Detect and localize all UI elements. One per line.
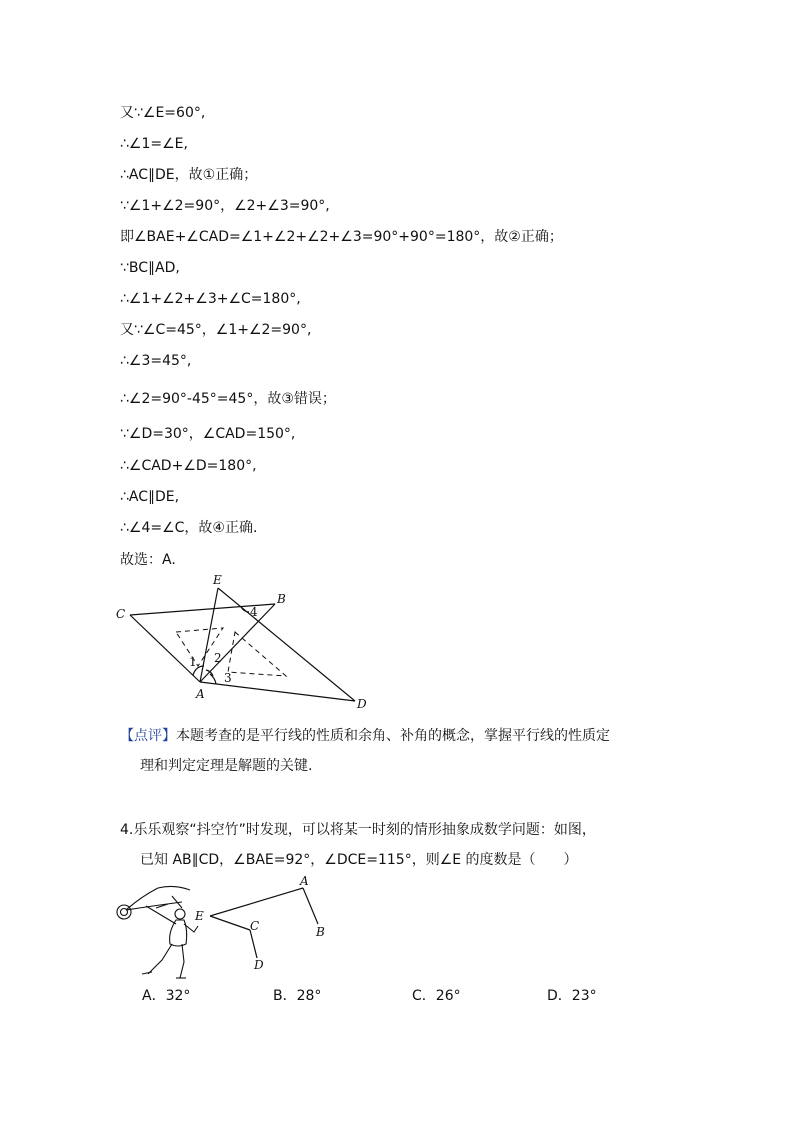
- solution-line-1: 又∵∠E=60°,: [120, 105, 206, 121]
- segment-EC: [210, 916, 250, 930]
- segment-ED: [218, 588, 355, 701]
- label-B: B: [316, 925, 325, 939]
- solution-line-2: ∴∠1=∠E,: [120, 136, 188, 152]
- choice-a-label: A．: [142, 988, 166, 1004]
- segment-EA: [210, 888, 303, 916]
- label-C: C: [250, 919, 260, 933]
- choice-d-value: 23°: [571, 988, 597, 1004]
- solution-line-11: ∵∠D=30°，∠CAD=150°,: [120, 426, 296, 442]
- choice-d-label: D．: [547, 988, 572, 1004]
- label-E: E: [213, 573, 222, 587]
- geometry-figure-2: [190, 872, 340, 974]
- choice-b-value: 28°: [296, 988, 322, 1004]
- choice-c: [412, 986, 461, 1006]
- comment-block: [120, 721, 680, 781]
- segment-AB: [200, 604, 275, 682]
- label-A: A: [196, 687, 205, 701]
- label-D: D: [254, 958, 264, 972]
- geometry-figure-1: [110, 570, 370, 710]
- question-continuation: 已知 AB∥CD，∠BAE=92°，∠DCE=115°，则∠E 的度数是（ ）: [140, 852, 578, 868]
- label-B: B: [277, 592, 286, 606]
- angle-label-4: 4: [250, 605, 258, 619]
- solution-line-10: ∴∠2=90°-45°=45°，故③错误；: [120, 391, 336, 407]
- segment-CD: [250, 930, 257, 958]
- solution-line-6: ∵BC∥AD,: [120, 260, 180, 276]
- label-D: D: [357, 697, 367, 710]
- choice-b: [273, 986, 321, 1006]
- segment-CA: [130, 615, 200, 682]
- label-E: E: [195, 909, 204, 923]
- comment-text: 本题考查的是平行线的性质和余角、补角的概念，掌握平行线的性质定: [176, 728, 610, 744]
- label-A: A: [300, 874, 309, 888]
- solution-line-4: ∵∠1+∠2=90°，∠2+∠3=90°,: [120, 198, 330, 214]
- solution-line-9: ∴∠3=45°,: [120, 353, 192, 369]
- choice-b-label: B．: [273, 988, 297, 1004]
- solution-line-5: 即∠BAE+∠CAD=∠1+∠2+∠2+∠3=90°+90°=180°，故②正确；: [120, 229, 563, 245]
- solution-line-15: 故选：A.: [120, 552, 176, 568]
- angle-label-1: 1: [189, 655, 197, 669]
- choice-c-label: C．: [412, 988, 436, 1004]
- dashed-triangle-2: [228, 632, 286, 676]
- angle-label-3: 3: [224, 671, 232, 685]
- solution-line-7: ∴∠1+∠2+∠3+∠C=180°,: [120, 291, 301, 307]
- choice-a-value: 32°: [165, 988, 191, 1004]
- comment-tag: 【点评】: [120, 728, 176, 744]
- choice-a: [142, 986, 190, 1006]
- question-number: 4.: [120, 822, 134, 838]
- choice-d: [547, 986, 597, 1006]
- choice-c-value: 26°: [435, 988, 461, 1004]
- comment-continuation: 理和判定定理是解题的关键.: [140, 758, 313, 774]
- question-text: 乐乐观察“抖空竹”时发现，可以将某一时刻的情形抽象成数学问题：如图，: [133, 822, 596, 838]
- segment-AB: [303, 888, 318, 924]
- solution-line-14: ∴∠4=∠C，故④正确.: [120, 520, 258, 536]
- solution-line-12: ∴∠CAD+∠D=180°,: [120, 458, 257, 474]
- diabolo-player-illustration: [112, 882, 202, 982]
- label-C: C: [116, 607, 126, 621]
- question-block: [120, 815, 680, 875]
- solution-line-3: ∴AC∥DE，故①正确；: [120, 167, 258, 183]
- solution-line-8: 又∵∠C=45°，∠1+∠2=90°,: [120, 322, 312, 338]
- solution-line-13: ∴AC∥DE,: [120, 489, 180, 505]
- segment-AE: [200, 588, 218, 682]
- angle-label-2: 2: [214, 651, 222, 665]
